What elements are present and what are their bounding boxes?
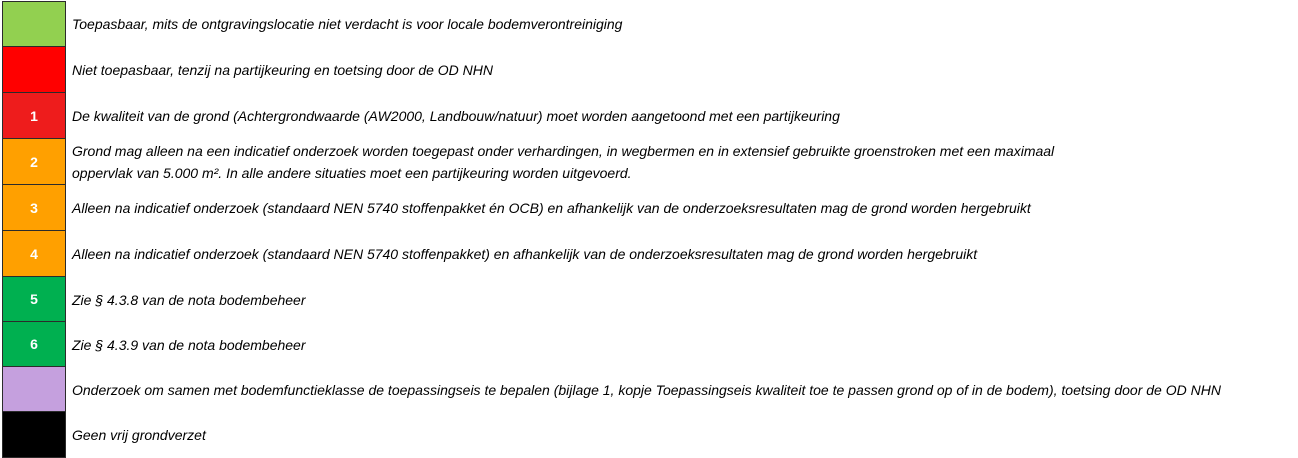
swatch-black <box>2 412 66 458</box>
legend-description: De kwaliteit van de grond (Achtergrondwaarde (AW2000, Landbouw/natuur) moet worden aangetoond met een partijkeuring <box>72 108 840 124</box>
legend-row-2 <box>2 139 1298 185</box>
legend-row-5 <box>2 277 1298 322</box>
swatch-code: 6 <box>30 336 38 352</box>
legend-row-1 <box>2 93 1298 139</box>
swatch-light-green <box>2 1 66 47</box>
swatch-orange-2 <box>2 139 66 185</box>
legend-row-lavender <box>2 367 1298 412</box>
swatch-lavender <box>2 367 66 412</box>
swatch-green-5 <box>2 277 66 322</box>
legend-description: Onderzoek om samen met bodemfunctieklasse de toepassingseis te bepalen (bijlage 1, kopje Toepassingseis kwaliteit toe te passen grond op of in de bodem), toetsing door de OD NHN <box>72 381 1221 398</box>
swatch-orange-4 <box>2 231 66 277</box>
swatch-code: 2 <box>30 153 38 170</box>
swatch-code: 1 <box>30 107 38 124</box>
legend-description: Alleen na indicatief onderzoek (standaard NEN 5740 stoffenpakket én OCB) en afhankelijk van de onderzoeksresultaten mag de grond worden hergebruikt <box>72 200 1031 216</box>
swatch-code: 4 <box>30 245 38 262</box>
legend-description: Zie § 4.3.9 van de nota bodembeheer <box>72 336 306 353</box>
legend-table <box>2 1 1298 458</box>
swatch-code: 5 <box>30 291 38 307</box>
legend-row-red <box>2 47 1298 93</box>
swatch-red <box>2 47 66 93</box>
legend-description: Niet toepasbaar, tenzij na partijkeuring en toetsing door de OD NHN <box>72 62 494 78</box>
legend-row-6 <box>2 322 1298 367</box>
legend-description: Toepasbaar, mits de ontgravingslocatie niet verdacht is voor locale bodemverontreiniging <box>72 16 623 32</box>
legend-description: Zie § 4.3.8 van de nota bodembeheer <box>72 291 306 308</box>
swatch-code: 3 <box>30 199 38 216</box>
legend-row-light-green <box>2 1 1298 47</box>
legend-row-3 <box>2 185 1298 231</box>
legend-description: Alleen na indicatief onderzoek (standaard NEN 5740 stoffenpakket) en afhankelijk van de onderzoeksresultaten mag de grond worden hergebruikt <box>72 246 978 262</box>
swatch-orange-3 <box>2 185 66 231</box>
legend-description: Geen vrij grondverzet <box>72 427 206 443</box>
legend-row-black <box>2 412 1298 458</box>
swatch-red-1 <box>2 93 66 139</box>
swatch-green-6 <box>2 322 66 367</box>
legend-description: Grond mag alleen na een indicatief onderzoek worden toegepast onder verhardingen, in wegbermen en in extensief gebruikte groenstroken met een maximaal oppervlak van 5.000 m². In alle andere situaties moet een partijkeuring worden uitgevoerd. <box>72 143 1055 181</box>
legend-row-4 <box>2 231 1298 277</box>
